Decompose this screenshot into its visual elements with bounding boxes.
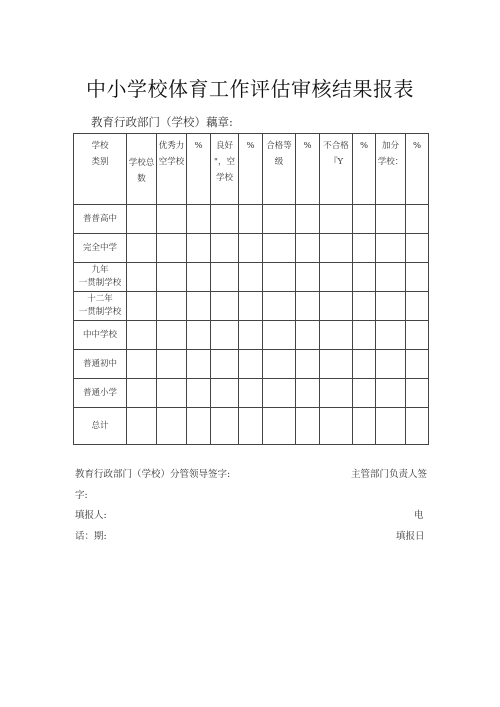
- filler-label: 填报人:: [75, 510, 107, 521]
- header-school-category: 学校 类别: [74, 134, 127, 205]
- table-cell[interactable]: [353, 292, 376, 321]
- table-cell[interactable]: [187, 350, 211, 379]
- table-cell[interactable]: [376, 321, 406, 350]
- table-cell[interactable]: [353, 379, 376, 408]
- table-cell[interactable]: [406, 321, 429, 350]
- table-cell[interactable]: [211, 321, 239, 350]
- table-cell[interactable]: [320, 408, 353, 445]
- table-cell[interactable]: [157, 350, 187, 379]
- table-header-row: [74, 134, 429, 205]
- table-cell[interactable]: [296, 379, 320, 408]
- table-cell[interactable]: [157, 408, 187, 445]
- table-cell[interactable]: [376, 379, 406, 408]
- header-pass: 合格等 级: [263, 134, 296, 205]
- table-cell[interactable]: [353, 321, 376, 350]
- table-cell[interactable]: [187, 379, 211, 408]
- table-cell[interactable]: [353, 205, 376, 234]
- table-cell[interactable]: [296, 321, 320, 350]
- fill-date-label: 填报日: [396, 531, 425, 542]
- table-cell[interactable]: [239, 379, 263, 408]
- table-cell[interactable]: [157, 263, 187, 292]
- table-cell[interactable]: [127, 234, 157, 263]
- table-cell[interactable]: [376, 234, 406, 263]
- table-cell[interactable]: [187, 263, 211, 292]
- table-cell[interactable]: [320, 234, 353, 263]
- header-excellent: 优秀力 空学校: [157, 134, 187, 205]
- table-cell[interactable]: [187, 234, 211, 263]
- header-good: 良好 "，空 学校: [211, 134, 239, 205]
- header-fail: 不合格 『Y: [320, 134, 353, 205]
- row-label: 普普高中: [74, 205, 127, 234]
- report-table: [73, 133, 429, 445]
- table-cell[interactable]: [187, 321, 211, 350]
- table-cell[interactable]: [353, 350, 376, 379]
- table-cell[interactable]: [263, 379, 296, 408]
- table-row: [74, 234, 429, 263]
- table-cell[interactable]: [406, 408, 429, 445]
- table-row: [74, 379, 429, 408]
- row-label: 十二年 一贯制学校: [74, 292, 127, 321]
- table-cell[interactable]: [157, 292, 187, 321]
- table-cell[interactable]: [406, 263, 429, 292]
- row-label: 普通小学: [74, 379, 127, 408]
- header-bonus-percent: %: [406, 134, 429, 205]
- table-cell[interactable]: [211, 263, 239, 292]
- table-cell[interactable]: [157, 379, 187, 408]
- table-cell[interactable]: [211, 292, 239, 321]
- table-cell[interactable]: [263, 350, 296, 379]
- header-good-percent: %: [239, 134, 263, 205]
- table-cell[interactable]: [320, 263, 353, 292]
- dept-head-signature-label: 主管部门负责人签: [351, 469, 428, 480]
- header-school-total: 学校总 数: [127, 134, 157, 205]
- table-cell[interactable]: [127, 350, 157, 379]
- table-cell[interactable]: [296, 292, 320, 321]
- table-cell[interactable]: [353, 263, 376, 292]
- table-cell[interactable]: [376, 292, 406, 321]
- table-cell[interactable]: [296, 350, 320, 379]
- table-cell[interactable]: [263, 321, 296, 350]
- table-cell[interactable]: [353, 408, 376, 445]
- table-cell[interactable]: [211, 205, 239, 234]
- table-cell[interactable]: [263, 234, 296, 263]
- table-cell[interactable]: [187, 408, 211, 445]
- table-cell[interactable]: [239, 263, 263, 292]
- row-label: 中中学校: [74, 321, 127, 350]
- table-cell[interactable]: [211, 234, 239, 263]
- table-cell[interactable]: [263, 292, 296, 321]
- table-cell[interactable]: [376, 350, 406, 379]
- table-cell[interactable]: [157, 321, 187, 350]
- table-cell[interactable]: [296, 205, 320, 234]
- table-cell[interactable]: [406, 234, 429, 263]
- table-cell[interactable]: [239, 292, 263, 321]
- table-row: [74, 408, 429, 445]
- table-cell[interactable]: [211, 408, 239, 445]
- table-cell[interactable]: [127, 263, 157, 292]
- table-cell[interactable]: [406, 350, 429, 379]
- leader-signature-label: 教育行政部门（学校）分管领导签字:: [75, 469, 231, 480]
- seal-label: 教育行政部门（学校）藕章:: [91, 115, 233, 129]
- table-row: [74, 321, 429, 350]
- table-row: [74, 292, 429, 321]
- table-cell[interactable]: [239, 234, 263, 263]
- table-cell[interactable]: [320, 321, 353, 350]
- table-cell[interactable]: [211, 350, 239, 379]
- table-cell[interactable]: [239, 205, 263, 234]
- table-cell[interactable]: [157, 234, 187, 263]
- table-cell[interactable]: [239, 408, 263, 445]
- table-cell[interactable]: [296, 408, 320, 445]
- table-cell[interactable]: [376, 263, 406, 292]
- table-cell[interactable]: [211, 379, 239, 408]
- table-cell[interactable]: [263, 408, 296, 445]
- table-row: [74, 205, 429, 234]
- table-cell[interactable]: [376, 408, 406, 445]
- row-label: 总计: [74, 408, 127, 445]
- row-label: 完全中学: [74, 234, 127, 263]
- table-cell[interactable]: [296, 234, 320, 263]
- table-cell[interactable]: [263, 263, 296, 292]
- table-cell[interactable]: [187, 292, 211, 321]
- table-cell[interactable]: [320, 350, 353, 379]
- table-cell[interactable]: [406, 379, 429, 408]
- table-cell[interactable]: [406, 205, 429, 234]
- table-cell[interactable]: [239, 321, 263, 350]
- signature-wrap-text: 字:: [75, 490, 88, 501]
- table-cell[interactable]: [127, 379, 157, 408]
- table-cell[interactable]: [406, 292, 429, 321]
- table-cell[interactable]: [157, 205, 187, 234]
- table-cell[interactable]: [296, 263, 320, 292]
- table-cell[interactable]: [320, 292, 353, 321]
- table-cell[interactable]: [127, 205, 157, 234]
- table-cell[interactable]: [263, 205, 296, 234]
- row-label: 普通初中: [74, 350, 127, 379]
- table-cell[interactable]: [127, 321, 157, 350]
- table-row: [74, 263, 429, 292]
- table-row: [74, 350, 429, 379]
- table-cell[interactable]: [239, 350, 263, 379]
- table-cell[interactable]: [187, 205, 211, 234]
- report-title: 中小学校体育工作评估审核结果报表: [86, 77, 414, 101]
- table-cell[interactable]: [320, 379, 353, 408]
- table-cell[interactable]: [376, 205, 406, 234]
- row-label: 九年 一贯制学校: [74, 263, 127, 292]
- phone-date-label: 话：期:: [75, 531, 107, 542]
- header-pass-percent: %: [296, 134, 320, 205]
- header-fail-percent: %: [353, 134, 376, 205]
- header-excellent-percent: %: [187, 134, 211, 205]
- table-cell[interactable]: [127, 292, 157, 321]
- table-cell[interactable]: [127, 408, 157, 445]
- table-cell[interactable]: [353, 234, 376, 263]
- phone-label-part1: 电: [414, 510, 424, 521]
- header-bonus: 加分 学校：: [376, 134, 406, 205]
- table-cell[interactable]: [320, 205, 353, 234]
